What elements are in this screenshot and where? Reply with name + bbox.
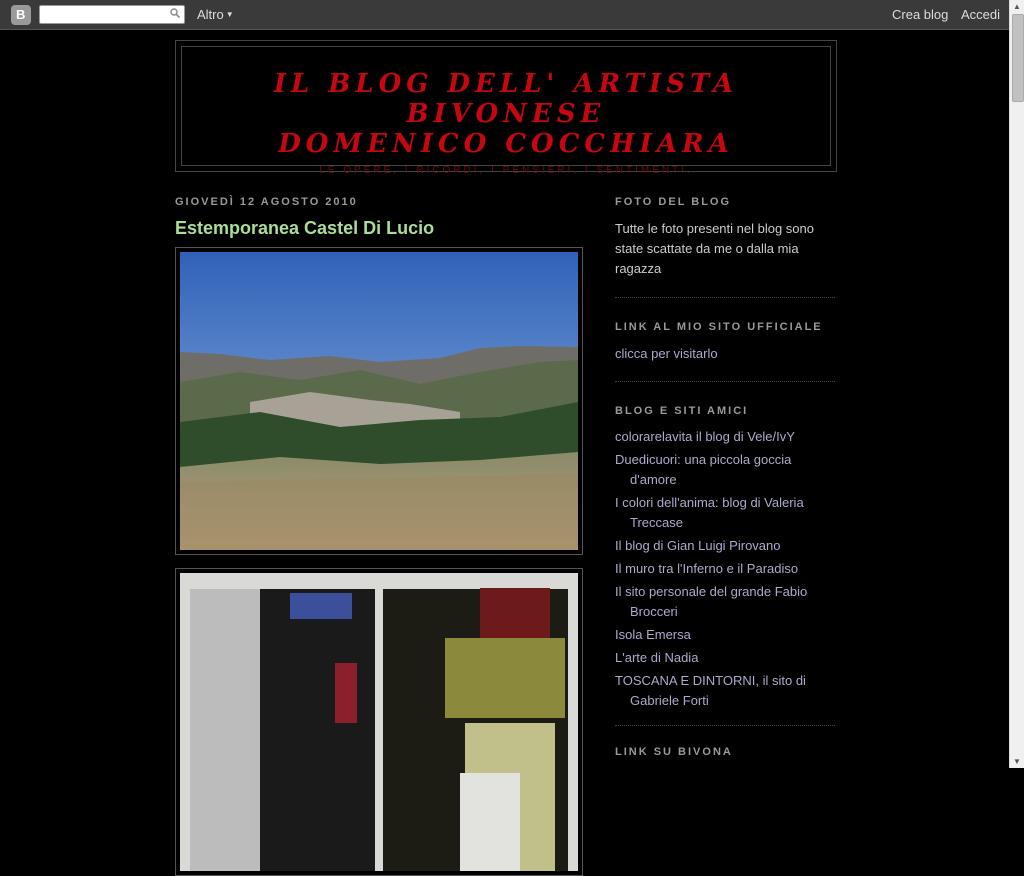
post-photo-landscape[interactable] [175,247,583,555]
sito-ufficiale-link[interactable]: clicca per visitarlo [615,346,718,361]
amici-link[interactable]: Il blog di Gian Luigi Pirovano [615,538,781,553]
widget-title: BLOG E SITI AMICI [615,405,749,417]
blog-title[interactable] [202,69,810,159]
widget-title: LINK AL MIO SITO UFFICIALE [615,321,823,333]
blogger-logo-icon[interactable] [11,5,31,25]
landscape-image [180,252,578,550]
main-column [175,196,585,239]
widget-foto-del-blog [615,196,835,298]
scrollbar-thumb[interactable] [1012,14,1024,102]
amici-link[interactable]: Duedicuori: una piccola goccia d'amore [615,452,792,487]
blog-description: LE OPERE, I RICORDI, I PENSIERI, I SENTIMENTI. [319,165,693,176]
post-photo-painting[interactable] [175,568,583,876]
blogger-logo-letter: B [16,7,26,22]
blogger-navbar [0,0,1024,30]
amici-link[interactable]: colorarelavita il blog di Vele/IvY [615,429,795,444]
widget-sito-ufficiale [615,321,835,382]
widget-title: FOTO DEL BLOG [615,196,732,208]
sidebar [615,196,835,758]
widget-text: Tutte le foto presenti nel blog sono state scattate da me o dalla mia ragazza [615,221,814,276]
amici-link[interactable]: I colori dell'anima: blog di Valeria Treccase [615,495,804,530]
widget-link-bivona [615,746,835,758]
amici-link[interactable]: L'arte di Nadia [615,650,699,665]
scroll-down-icon[interactable]: ▼ [1013,757,1021,766]
widget-title: LINK SU BIVONA [615,746,733,758]
widget-blog-siti-amici [615,405,835,726]
chevron-down-icon: ▼ [225,10,234,19]
amici-link-list [615,427,835,711]
scroll-up-icon[interactable]: ▲ [1013,2,1021,11]
painting-image [180,573,578,871]
amici-link[interactable]: TOSCANA E DINTORNI, il sito di Gabriele Forti [615,673,806,708]
amici-link[interactable]: Il muro tra l'Inferno e il Paradiso [615,561,799,576]
post-date: GIOVEDÌ 12 AGOSTO 2010 [175,196,358,208]
blog-header-inner [181,46,831,176]
blog-header [175,40,837,176]
crea-blog-link[interactable]: Crea blog [892,7,949,22]
blog-title-line1[interactable]: IL BLOG DELL' ARTISTA BIVONESE [273,69,739,129]
search-box[interactable] [39,5,185,24]
page-scrollbar[interactable] [1009,0,1024,768]
altro-menu[interactable] [197,7,234,22]
search-icon[interactable] [170,8,180,18]
altro-label: Altro [197,7,224,22]
accedi-link[interactable]: Accedi [961,7,1001,22]
post-title[interactable]: Estemporanea Castel Di Lucio [175,218,435,238]
blog-title-line2[interactable]: DOMENICO COCCHIARA [278,129,734,159]
search-input[interactable] [40,7,168,24]
amici-link[interactable]: Il sito personale del grande Fabio Brocceri [615,584,808,619]
amici-link[interactable]: Isola Emersa [615,627,691,642]
